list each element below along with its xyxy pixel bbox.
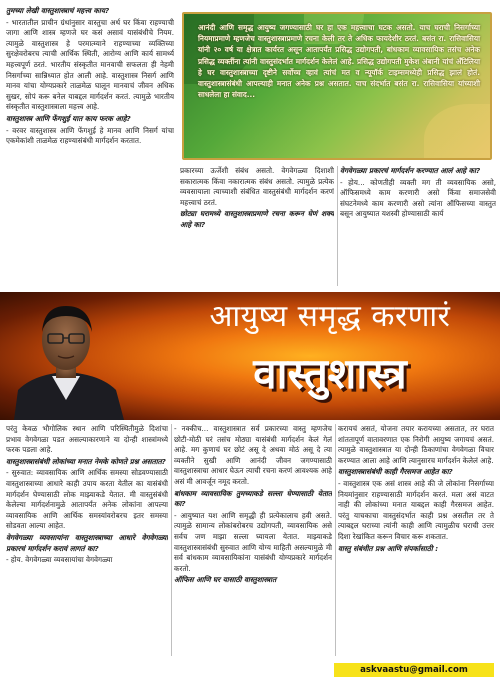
column-divider xyxy=(171,424,172,656)
answer-importance: - भारतातील प्राचीन ग्रंथांनुसार वास्तुचा अर्थ घर किंवा राहण्याची जागा आणि शास्त्र म्हणजे घर कसं असावं यासंबंधीचे नियम. त्यामुळे वास्तुशास्त्र हे परमात्म्याने राहण्याच्या व्यक्तिच्या सुरक्षेवरोबरच त्याची आर्थिक स्थिती, आरोग्य आणि कार्य सामर्थ्य महत्त्वपूर्ण ठरतं. भारतीय संस्कृतीत मानवाची सफलता ही नेहमी निसर्गाच्या सान्निध्यात होत आली आहे. वास्तुशास्त्र निसर्ग आणि मानव यांचा योग्यप्रकारे ताळमेळ घालून मानवाचं जीवन अधिक सुखर, सोपं करू बनेल याबद्दल मार्गदर्शन करतं. त्यामुळे भारतीय संस्कृतीत वास्तुशास्त्राला महत्त्व आहे. xyxy=(6,17,174,112)
column-divider xyxy=(335,424,336,656)
author-photo xyxy=(4,294,134,420)
question-misconceptions: वास्तुशास्त्रासंबंधी काही गैरसमज आहेत का? xyxy=(338,467,453,477)
question-small-house: छोट्या घरामध्ये वास्तुशास्त्राप्रमाणे रचना करून घेणं शक्य आहे का? xyxy=(180,209,334,229)
footer xyxy=(0,660,500,679)
question-importance: तुमच्या लेखी वास्तुशास्त्राचं महत्त्व काय? xyxy=(6,6,110,15)
answer-builders: - आयुष्यात यश आणि समृद्धी ही प्रत्येकालाच हवी असते. त्यामुळे सामान्य लोकांबरोबरच उद्योगपती, व्यावसायिक असे सर्वच जण माझा सल्ला घ्यायला येतात. माझ्याकडे वास्तुशास्त्रासंबंधी सुरुवात आणि योग्य माहिती असल्यामुळे मी सर्व बांधकाम व्यावसायिकांना यासंबंधी योग्यप्रकारे मार्गदर्शन करतो. xyxy=(174,510,332,573)
intro-text: आनंदी आणि समृद्ध आयुष्य जगण्यासाठी घर हा एक महत्त्वाचा घटक असतो. याच घराची निसर्गाच्या नियमाप्रमाणे म्हणजेच वास्तुशास्त्राप्रमाणे रचना केली तर ते अधिक फायदेशीर ठरतं. बसंत रा. रासिवासिया यांनी २० वर्ष या क्षेत्रात कार्यरत असून आतापर्यंत प्रसिद्ध उद्योगपती, बांधकाम व्यावसायिक तसंच अनेक प्रसिद्ध व्यक्तींना त्यांनी वास्तुसंदर्भात मार्गदर्शन केलेलं आहे. प्रसिद्ध उद्योगपती मुकेश अंबानी यांचं अँटिलिया हे घर वास्तुशास्त्राच्या दृष्टीने सर्वोच्च व्हावं त्यांचं मत व न्यूयॉर्क टाइम्समध्येही प्रसिद्ध झालं होतं. वास्तुशास्त्रासंबंधी आपल्याही मनात अनेक प्रश्न असतात. याच संदर्भात बसंत रा. रासिवासिया यांच्याशी साधलेला हा संवाद... xyxy=(198,23,480,100)
answer-difference-cont: परंतु केवळ भौगोलिक स्थान आणि परिस्थितीमुळे दिशांचा प्रभाव वेगवेगळा पडत असल्याकारणाने या दोन्ही शास्त्रांमध्ये फरक पडला आहे. xyxy=(6,424,168,455)
answer-office-home: करायचं असतं, योजना तयार करायच्या असतात, तर घरात शांततापूर्ण वातावरणात एक निरोगी आयुष्य जगायचं असतं. त्यामुळे वास्तुशास्त्रात या दोन्ही ठिकाणांचा वेगवेगळा विचार करण्यात आला आहे आणि त्यानुसारच मार्गदर्शन केलेलं आहे. xyxy=(338,424,494,465)
question-fengshui: वास्तुशास्त्र आणि फेंगशुई यात काय फरक आहे? xyxy=(6,113,131,123)
question-office-home: ऑफिस आणि घर यासाठी वास्तुशास्त्रात xyxy=(174,575,277,585)
mid-column-3 xyxy=(340,166,496,286)
answer-misconceptions: - वास्तुशास्त्र एक असं शास्त्र आहे की जे लोकांना निसर्गाच्या नियमांनुसार राहण्यासाठी मार्गदर्शन करतं. मला असं वाटत नाही की लोकांच्या मनात याबद्दल काही गैरसमज आहेत. परंतु याचकाचा वास्तुसंदर्भात काही प्रश्न असतील तर ते त्याबद्दल घराच्या त्यांनी काही आणि त्यामुळीच घराची उत्तर दिशा रेखांकित करून विचार करू शकतात. xyxy=(338,478,494,541)
bottom-column-3 xyxy=(338,424,494,656)
hero-banner xyxy=(0,292,500,420)
question-guidance-types: वेगवेगळ्या प्रकारचं मार्गदर्शन करण्यात आलं आहे का? xyxy=(340,166,481,175)
hero-title-line2: वास्तुशास्त्र xyxy=(253,349,407,398)
column-divider xyxy=(337,166,338,286)
answer-common-queries: - सुरुवात: व्यावसायिक आणि आर्थिक समस्या सोडवण्यासाठी वास्तुशास्त्राच्या आधारे काही उपाय करता येतील का यासंबंधी मार्गदर्शन घेण्यासाठी लोक माझ्याकडे येतात. मी वास्तुसंबंधी केलेल्या मार्गदर्शनामुळे आतापर्यंत अनेक लोकांना आपल्या व्यावसायिक आणि आर्थिक समस्यांवरोबरच इतर समस्या सोडवता आल्या आहेत. xyxy=(6,468,168,531)
answer-business-energy: प्रकारच्या ऊर्जेशी संबंध असतो. वेगवेगळ्या दिशाशी सकारात्मक किंवा नकारात्मक संबंध असतो. त्यामुळे प्रत्येक व्यवसायाला त्याच्याशी संबंधित वास्तुसंबंधी मार्गदर्शन करणं महत्त्वाचं ठरतं. xyxy=(180,166,334,207)
answer-guidance-types: - होय... कोणतीही व्यक्ती मग ती व्यवसायिक असो, ऑफिसमध्ये काम करणारी असो किंवा समाजसेवी संघटनेमध्ये काम करणारी असो त्यांना ऑफिसच्या वास्तुत बसून आयुष्यात यशस्वी होण्यासाठी कार्य xyxy=(340,177,496,219)
leaf-decoration xyxy=(424,104,492,160)
answer-fengshui: - वरवर वास्तुशास्त्र आणि फेंगशुई हे मानव आणि निसर्ग यांचा एकमेकांशी ताळमेळ राहण्यासंबंधी मार्गदर्शन करतात. xyxy=(6,125,174,146)
contact-email[interactable]: askvaastu@gmail.com xyxy=(334,663,494,677)
bottom-column-2 xyxy=(174,424,332,656)
answer-business-guidance: - होय. वेगवेगळ्या व्यवसायांचा वेगवेगळ्या xyxy=(6,555,113,565)
answer-small-house: - नक्कीच... वास्तुशास्त्रात सर्व प्रकारच्या वास्तु म्हणजेच छोटी-मोठी घरं तसंच मोठ्या यासंबंधी मार्गदर्शन केलं गेलं आहे. मग कुणाचं घर छोटं असू दे अथवा मोठं असू दे त्या व्यक्तीने सुखी आणि आनंदी जीवन जगण्यासाठी वास्तुशास्त्राचा आधार घेऊन त्याची रचना करणं आवश्यक आहे असं मी आवर्जून नमूद करतो. xyxy=(174,424,332,486)
question-common-queries: वास्तुशास्त्रासंबंधी लोकांच्या मनात नेमके कोणते प्रश्न असतात? xyxy=(6,456,166,466)
question-business-guidance: वेगवेगळ्या व्यवसायांना वास्तुशास्त्राच्या आधारे वेगवेगळ्या प्रकारचं मार्गदर्शन करावं लागतं का? xyxy=(6,532,168,553)
bottom-column-1 xyxy=(6,424,168,656)
top-left-column xyxy=(6,6,174,292)
hero-title-line1: आयुष्य समृद्ध करणारं xyxy=(209,299,451,334)
contact-line: वास्तु संबंधीत प्रश्न आणि संपर्कासाठी : xyxy=(338,543,439,553)
question-builders: बांधकाम व्यावसायिक तुमच्याकडे सल्ला घेण्यासाठी येतात का? xyxy=(174,488,332,509)
mid-column-2 xyxy=(180,166,334,286)
intro-banner xyxy=(182,12,492,160)
